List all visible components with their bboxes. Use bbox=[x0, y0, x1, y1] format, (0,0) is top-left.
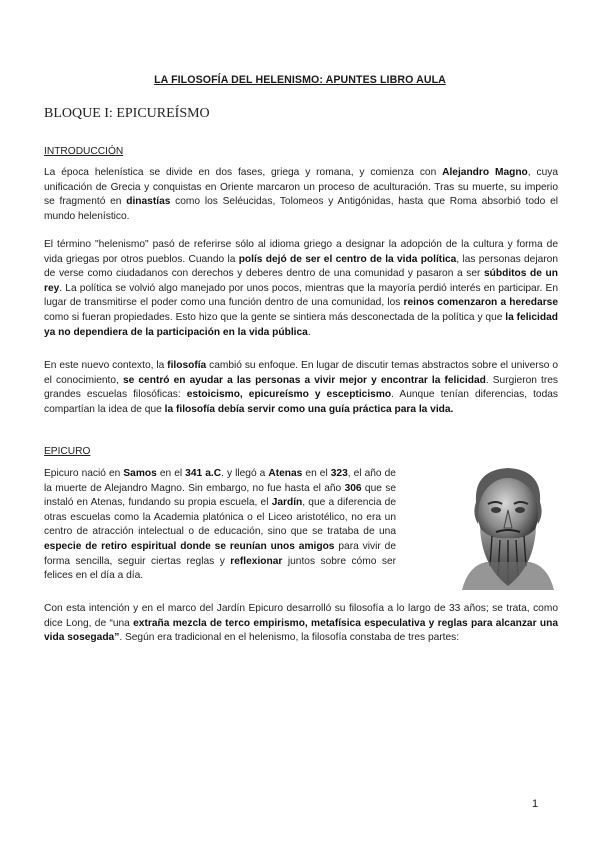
paragraph-epicuro: Epicuro nació en Samos en el 341 a.C. y llegó a Atenas en el 323, el año de la muerte de Alejandro Magno. Sin embargo, no fue hasta el año 306 que se instaló en Atenas, fundando su propia escuela, el Jardín, que a diferencia de otras escuelas como la Academia platónica o el Liceo aristotélico, no era un centro de atracción intelectual o de educación, sino que se trataba de una especie de retiro espiritual donde se reunían unos amigos para vivir de forma sencilla, seguir ciertas reglas y reflexionar juntos sobre cómo ser felices en el día a día. bbox=[44, 468, 397, 582]
paragraph-5: Con esta intención y en el marco del Jardín Epicuro desarrolló su filosofía a lo largo de 33 años; se trata, como dice Long, de “una extraña mezcla de terco empirismo, metafísica especulativa y reglas para alcanzar una vida sosegada”. Según era tradicional en el helenismo, la filosofía constaba de tres partes: bbox=[44, 603, 558, 644]
document-title: LA FILOSOFÍA DEL HELENISMO: APUNTES LIBRO AULA bbox=[154, 74, 446, 86]
block-heading: BLOQUE I: EPICUREÍSMO bbox=[44, 106, 210, 121]
section-heading-epicuro: EPICURO bbox=[44, 446, 91, 457]
section-heading-introduction: INTRODUCCIÓN bbox=[44, 146, 124, 157]
paragraph-3: En este nuevo contexto, la filosofía cambió su enfoque. En lugar de discutir temas abstractos sobre el universo o el conocimiento, se centró en ayudar a las personas a vivir mejor y encontrar la felicidad. Surgieron tres grandes escuelas filosóficas: estoicismo, epicureísmo y escepticismo. Aunque tenían diferencias, todas compartían la idea de que la filosofía debía servir como una guía práctica para la vida. bbox=[44, 360, 559, 415]
epicurus-bust-icon bbox=[446, 462, 570, 590]
page-number: 1 bbox=[532, 798, 539, 810]
paragraph-2: El término "helenismo" pasó de referirse sólo al idioma griego a designar la adopción de la cultura y forma de vida griegas por otros pueblos. Cuando la polís dejó de ser el centro de la vida política, las personas dejaron de verse como ciudadanos con derechos y deberes dentro de una comunidad y pasaron a ser súbditos de un rey. La política se volvió algo manejado por unos pocos, mientras que la mayoría perdió interés en participar. En lugar de transmitirse el poder como una función dentro de una comunidad, los reinos comenzaron a heredarse como si fueran propiedades. Esto hizo que la gente se sintiera más desconectada de la política y que la felicidad ya no dependiera de la participación en la vida pública. bbox=[44, 239, 559, 338]
paragraph-1: La época helenística se divide en dos fases, griega y romana, y comienza con Alejandro Magno, cuya unificación de Grecia y conquistas en Oriente marcaron un proceso de aculturación. Tras su muerte, su imperio se fragmentó en dinastías como los Seléucidas, Tolomeos y Antigónidas, hasta que Roma absorbió todo el mundo helenístico. bbox=[44, 167, 559, 222]
